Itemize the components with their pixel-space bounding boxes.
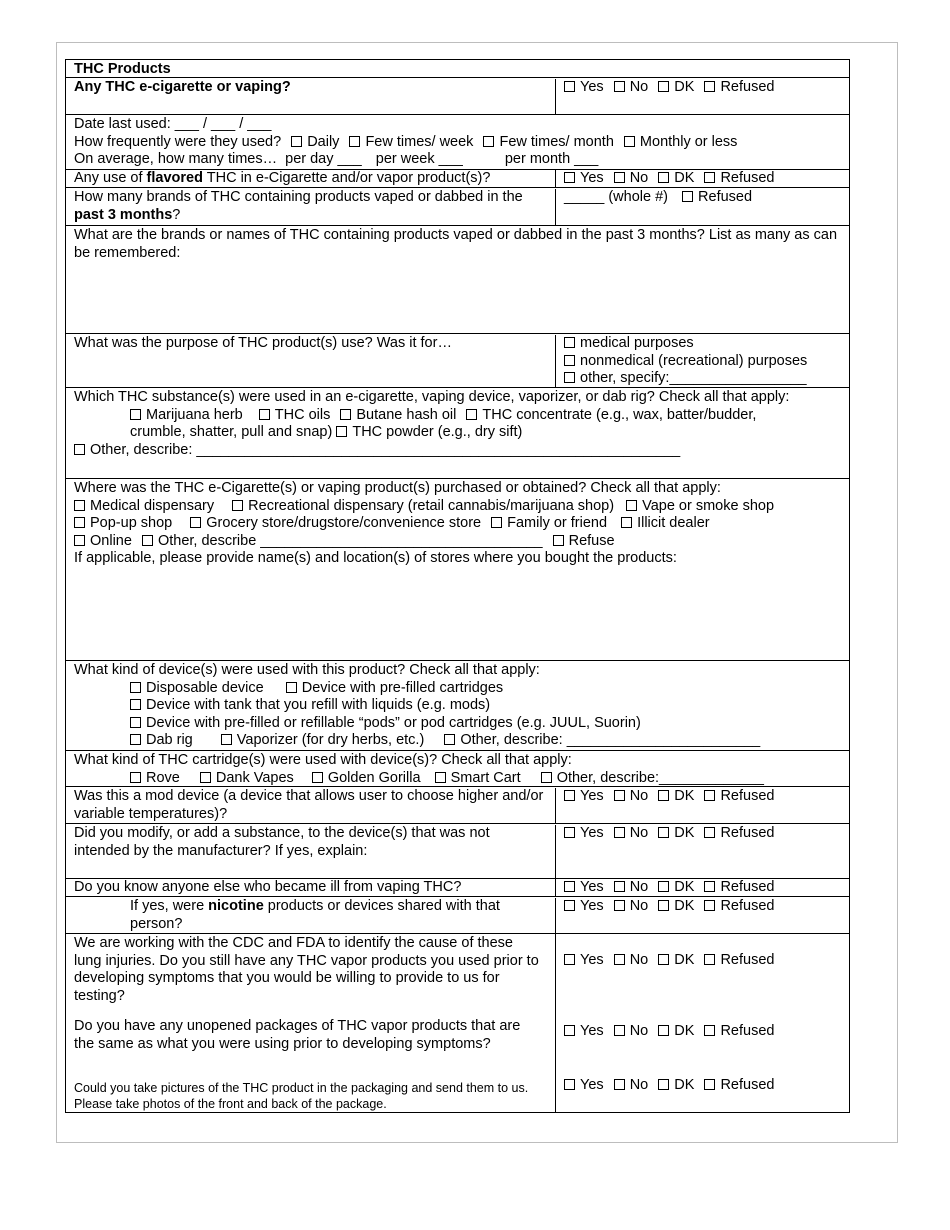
dk-option[interactable]: DK bbox=[658, 1023, 694, 1039]
q-testing: We are working with the CDC and FDA to identify the cause of these lung injuries. Do you still have any THC vapor products you used prior to developing symptoms that you would be willing to provide to us for testing? bbox=[74, 935, 539, 1004]
q-modify-answers bbox=[555, 825, 849, 878]
q-testing-answers bbox=[564, 952, 774, 970]
q-brands-count: How many brands of THC containing products vaped or dabbed in the past 3 months? bbox=[74, 189, 523, 223]
device-options-5 bbox=[74, 732, 841, 750]
purpose-row bbox=[65, 334, 850, 388]
checkbox[interactable] bbox=[614, 81, 625, 92]
dk-option[interactable]: DK bbox=[658, 825, 694, 841]
purchase-family[interactable]: Family or friend bbox=[491, 515, 607, 531]
per-month-field[interactable]: per month ___ bbox=[504, 151, 599, 167]
q-any-ecig: Any THC e-cigarette or vaping? bbox=[74, 79, 291, 95]
substance-oils[interactable]: THC oils bbox=[259, 407, 331, 423]
nicotine-row bbox=[65, 897, 850, 934]
no-option[interactable]: No bbox=[614, 898, 649, 914]
purchase-refuse[interactable]: Refuse bbox=[553, 533, 615, 549]
refused-option[interactable]: Refused bbox=[704, 879, 774, 895]
refused-option[interactable]: Refused bbox=[704, 825, 774, 841]
dk-option[interactable]: DK bbox=[658, 879, 694, 895]
freq-few-week[interactable]: Few times/ week bbox=[349, 134, 473, 150]
cartridge-other[interactable]: Other, describe:_____________ bbox=[541, 770, 764, 786]
purchase-illicit[interactable]: Illicit dealer bbox=[621, 515, 710, 531]
q-unopened-answers bbox=[564, 1023, 774, 1041]
no-option[interactable]: No bbox=[614, 1023, 649, 1039]
q-ill: Do you know anyone else who became ill from vaping THC? bbox=[74, 879, 462, 895]
average-times: On average, how many times… per day ___ per week ___ per month ___ bbox=[74, 151, 599, 167]
yes-option[interactable]: Yes bbox=[564, 879, 604, 895]
q-modify: Did you modify, or add a substance, to the device(s) that was not intended by the manufacturer? If yes, explain: bbox=[74, 825, 490, 859]
q-any-ecig-row bbox=[65, 78, 850, 115]
purchase-medical-dispensary[interactable]: Medical dispensary bbox=[74, 498, 214, 514]
q-substances: Which THC substance(s) were used in an e-cigarette, vaping device, vaporizer, or dab rig? Check all that apply: bbox=[74, 389, 790, 405]
refused-option[interactable]: Refused bbox=[704, 898, 774, 914]
dk-option[interactable]: DK bbox=[658, 170, 694, 186]
q-mod-device: Was this a mod device (a device that allows user to choose higher and/or variable temperatures)? bbox=[74, 788, 544, 822]
device-disposable[interactable]: Disposable device bbox=[130, 680, 264, 696]
q-ill-answers bbox=[555, 879, 849, 896]
q-flavored: Any use of flavored THC in e-Cigarette and/or vapor product(s)? bbox=[74, 170, 491, 186]
checkbox[interactable] bbox=[704, 81, 715, 92]
date-frequency-row bbox=[65, 115, 850, 170]
no-option[interactable]: No bbox=[614, 879, 649, 895]
purpose-other[interactable]: other, specify:_________________ bbox=[564, 370, 841, 388]
freq-monthly[interactable]: Monthly or less bbox=[624, 134, 738, 150]
q-mod-device-answers bbox=[555, 788, 849, 823]
refused-option[interactable]: Refused bbox=[704, 79, 774, 95]
section-title: THC Products bbox=[74, 61, 171, 77]
yes-option[interactable]: Yes bbox=[564, 788, 604, 804]
dk-option[interactable]: DK bbox=[658, 952, 694, 968]
device-row bbox=[65, 661, 850, 751]
checkbox[interactable] bbox=[658, 81, 669, 92]
refused-option[interactable]: Refused bbox=[704, 1023, 774, 1039]
purchase-grocery[interactable]: Grocery store/drugstore/convenience store bbox=[190, 515, 481, 531]
substance-options-2: crumble, shatter, pull and snap) THC powder (e.g., dry sift) bbox=[130, 424, 523, 440]
refused-option[interactable]: Refused bbox=[704, 788, 774, 804]
device-other[interactable]: Other, describe: ________________________ bbox=[444, 732, 760, 748]
refused-option[interactable]: Refused bbox=[682, 189, 752, 205]
q-purpose: What was the purpose of THC product(s) use? Was it for… bbox=[74, 335, 452, 351]
mod-device-row bbox=[65, 787, 850, 824]
no-option[interactable]: No bbox=[614, 1077, 649, 1093]
q-brands-names[interactable]: What are the brands or names of THC containing products vaped or dabbed in the past 3 months? List as many as can be remembered: bbox=[74, 227, 838, 261]
freq-daily[interactable]: Daily bbox=[291, 134, 339, 150]
yes-option[interactable]: Yes bbox=[564, 1023, 604, 1039]
device-prefilled[interactable]: Device with pre-filled cartridges bbox=[286, 680, 503, 696]
ill-row bbox=[65, 879, 850, 897]
modify-row bbox=[65, 824, 850, 879]
brands-count-field[interactable]: _____ (whole #) bbox=[564, 189, 668, 205]
q-pictures-answers bbox=[564, 1077, 774, 1095]
device-dab-rig[interactable]: Dab rig bbox=[130, 732, 193, 748]
yes-option[interactable]: Yes bbox=[564, 1077, 604, 1093]
yes-option[interactable]: Yes bbox=[564, 825, 604, 841]
dk-option[interactable]: DK bbox=[658, 79, 694, 95]
purchase-popup[interactable]: Pop-up shop bbox=[74, 515, 172, 531]
q-nicotine: If yes, were nicotine products or devices shared with that person? bbox=[130, 898, 500, 932]
cartridge-row bbox=[65, 751, 850, 787]
no-option[interactable]: No bbox=[614, 170, 649, 186]
substance-bho[interactable]: Butane hash oil bbox=[340, 407, 456, 423]
cartridge-smart-cart[interactable]: Smart Cart bbox=[435, 770, 521, 786]
checkbox[interactable] bbox=[564, 81, 575, 92]
testing-block-row bbox=[65, 934, 850, 1113]
purpose-medical[interactable]: medical purposes bbox=[564, 335, 841, 353]
cartridge-golden-gorilla[interactable]: Golden Gorilla bbox=[312, 770, 421, 786]
q-any-ecig-answers bbox=[555, 79, 849, 114]
cartridge-dank-vapes[interactable]: Dank Vapes bbox=[200, 770, 294, 786]
per-day-field[interactable]: per day ___ bbox=[285, 151, 362, 167]
device-vaporizer[interactable]: Vaporizer (for dry herbs, etc.) bbox=[221, 732, 425, 748]
substance-concentrate[interactable]: THC concentrate (e.g., wax, batter/budder, bbox=[466, 407, 756, 423]
purchase-recreational-dispensary[interactable]: Recreational dispensary (retail cannabis/marijuana shop) bbox=[232, 498, 614, 514]
refused-option[interactable]: Refused bbox=[704, 170, 774, 186]
substance-herb[interactable]: Marijuana herb bbox=[130, 407, 243, 423]
no-option[interactable]: No bbox=[614, 79, 649, 95]
purchase-options-3 bbox=[74, 533, 841, 551]
q-flavored-answers bbox=[555, 170, 849, 187]
refused-option[interactable]: Refused bbox=[704, 952, 774, 968]
freq-few-month[interactable]: Few times/ month bbox=[483, 134, 613, 150]
dk-option[interactable]: DK bbox=[658, 898, 694, 914]
device-pods[interactable]: Device with pre-filled or refillable “pods” or pod cartridges (e.g. JUUL, Suorin) bbox=[74, 715, 841, 733]
q-pictures: Could you take pictures of the THC product in the packaging and send them to us. Please take photos of the front and back of the package. bbox=[74, 1081, 529, 1111]
yes-option[interactable]: Yes bbox=[564, 952, 604, 968]
purpose-options bbox=[555, 335, 849, 387]
purchase-other[interactable]: Other, describe ___________________________________ bbox=[142, 533, 543, 549]
purchase-stores[interactable]: If applicable, please provide name(s) and location(s) of stores where you bought the products: bbox=[74, 550, 677, 566]
flavored-row bbox=[65, 170, 850, 188]
yes-option[interactable]: Yes bbox=[564, 170, 604, 186]
q-unopened: Do you have any unopened packages of THC vapor products that are the same as what you were using prior to developing symptoms? bbox=[74, 1018, 521, 1052]
substances-row bbox=[65, 388, 850, 479]
purpose-nonmedical[interactable]: nonmedical (recreational) purposes bbox=[564, 353, 841, 371]
device-tank[interactable]: Device with tank that you refill with liquids (e.g. mods) bbox=[74, 697, 841, 715]
brands-count-row bbox=[65, 188, 850, 226]
date-last-used[interactable]: Date last used: ___ / ___ / ___ bbox=[74, 116, 272, 132]
purchase-vape-shop[interactable]: Vape or smoke shop bbox=[626, 498, 774, 514]
thc-products-form bbox=[65, 59, 850, 1113]
no-option[interactable]: No bbox=[614, 825, 649, 841]
cartridge-options bbox=[74, 770, 841, 788]
dk-option[interactable]: DK bbox=[658, 788, 694, 804]
refused-option[interactable]: Refused bbox=[704, 1077, 774, 1093]
brands-names-row bbox=[65, 226, 850, 334]
dk-option[interactable]: DK bbox=[658, 1077, 694, 1093]
device-options-1 bbox=[74, 680, 841, 698]
substance-options-1 bbox=[74, 407, 841, 425]
yes-option[interactable]: Yes bbox=[564, 79, 604, 95]
purchase-online[interactable]: Online bbox=[74, 533, 132, 549]
yes-option[interactable]: Yes bbox=[564, 898, 604, 914]
per-week-field[interactable]: per week ___ bbox=[375, 151, 463, 167]
q-brands-count-answers bbox=[555, 189, 849, 225]
substance-other[interactable]: Other, describe: ____________________________________________________________ bbox=[74, 442, 841, 460]
frequency-question: How frequently were they used? Daily Few times/ week Few times/ month Monthly or less bbox=[74, 133, 738, 150]
no-option[interactable]: No bbox=[614, 952, 649, 968]
cartridge-rove[interactable]: Rove bbox=[130, 770, 180, 786]
purchase-row bbox=[65, 479, 850, 661]
q-device: What kind of device(s) were used with this product? Check all that apply: bbox=[74, 662, 540, 678]
no-option[interactable]: No bbox=[614, 788, 649, 804]
q-nicotine-answers bbox=[555, 898, 849, 933]
purchase-options-2 bbox=[74, 515, 841, 533]
substance-powder[interactable]: THC powder (e.g., dry sift) bbox=[336, 424, 522, 440]
q-purchase: Where was the THC e-Cigarette(s) or vaping product(s) purchased or obtained? Check all that apply: bbox=[74, 480, 721, 496]
section-title-row bbox=[65, 59, 850, 78]
purchase-options-1 bbox=[74, 498, 841, 516]
q-cartridge: What kind of THC cartridge(s) were used with device(s)? Check all that apply: bbox=[74, 752, 572, 768]
